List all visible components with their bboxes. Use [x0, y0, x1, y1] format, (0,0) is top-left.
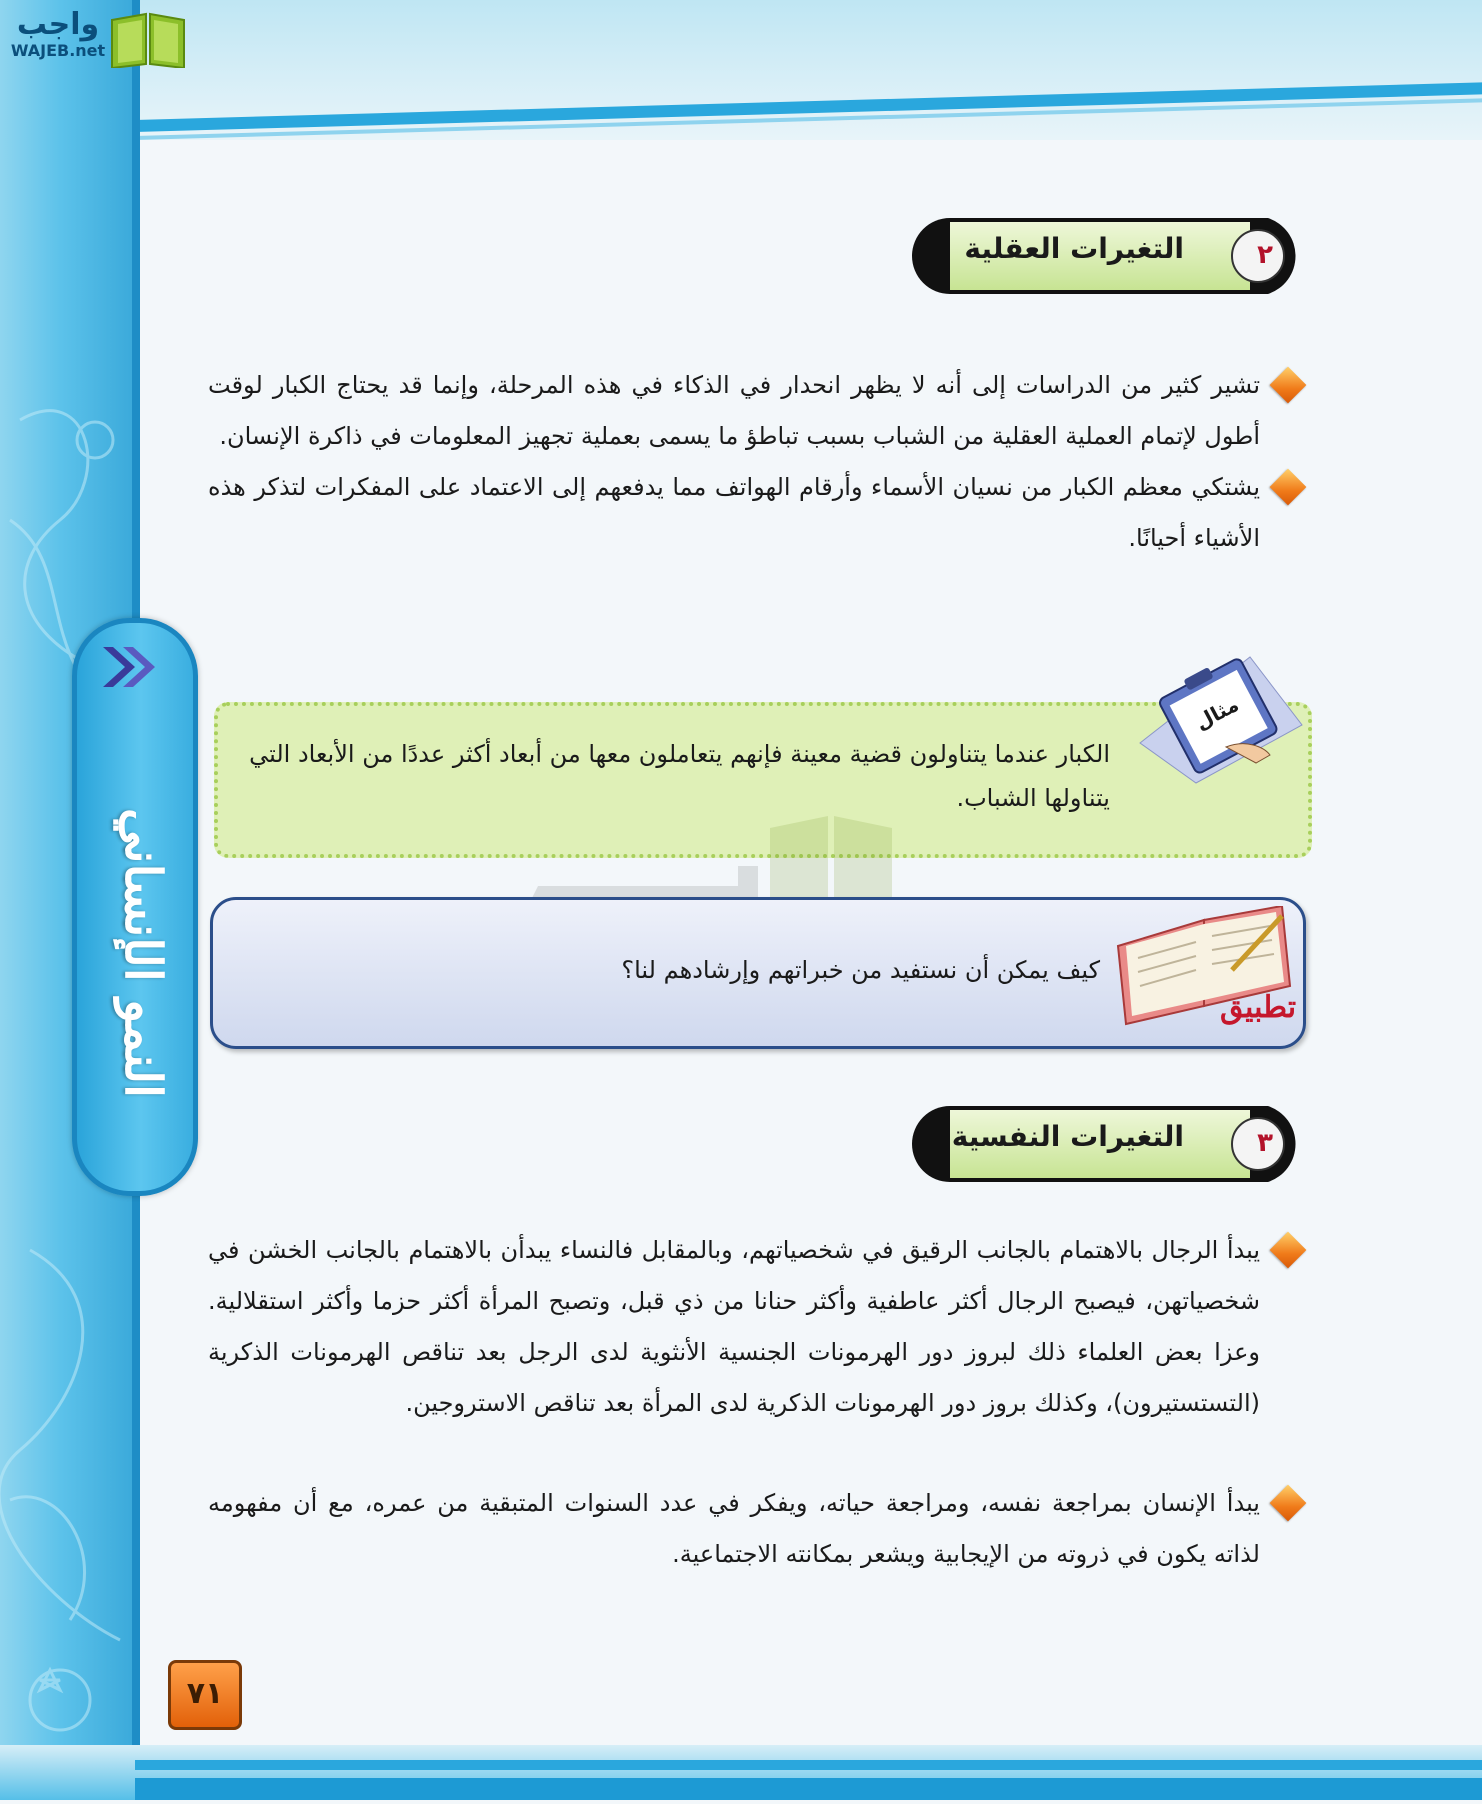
wajeb-logo[interactable] [8, 8, 190, 68]
bottom-stripe [135, 1760, 1482, 1770]
diamond-bullet-icon [1270, 469, 1307, 506]
section-2-number: ٢ [1257, 240, 1273, 270]
section-3-bullet-2: يبدأ الإنسان بمراجعة نفسه، ومراجعة حياته، ويفكر في عدد السنوات المتبقية من عمره، مع أن مفهومه لذاته يكون في ذروته من الإيجابية ويشعر بمكانته الاجتماعية. [208, 1489, 1260, 1568]
bottom-stripe-dark [135, 1778, 1482, 1800]
diamond-bullet-icon [1270, 1232, 1307, 1269]
logo-latin: WAJEB.net [10, 41, 106, 60]
chapter-tab[interactable] [72, 618, 198, 1196]
book-icon [108, 10, 188, 68]
section-2-bullet-2: يشتكي معظم الكبار من نسيان الأسماء وأرقام الهواتف مما يدفعهم إلى الاعتماد على المفكرات لتذكر هذه الأشياء أحيانًا. [208, 473, 1260, 552]
diamond-bullet-icon [1270, 1485, 1307, 1522]
application-question: كيف يمكن أن نستفيد من خبراتهم وإرشادهم لنا؟ [621, 956, 1100, 984]
section-3-bullet-1: يبدأ الرجال بالاهتمام بالجانب الرقيق في شخصياتهم، وبالمقابل فالنساء يبدأن بالاهتمام بالجانب الخشن في شخصياتهن، فيصبح الرجال أكثر عاطفية وأكثر حنانا من ذي قبل، وتصبح المرأة أكثر حزما وأكثر استقلالية. وعزا بعض العلماء ذلك لبروز دور الهرمونات الجنسية الأنثوية لدى الرجل بعد تناقص الهرمونات الذكرية (التستستيرون)، وكذلك بروز دور الهرمونات الذكرية لدى المرأة بعد تناقص الاستروجين. [208, 1236, 1260, 1417]
application-label: تطبيق [1220, 990, 1297, 1025]
section-2-bullet-1: تشير كثير من الدراسات إلى أنه لا يظهر انحدار في الذكاء في هذه المرحلة، وإنما قد يحتاج الكبار لوقت أطول لإتمام العملية العقلية من الشباب بسبب تباطؤ ما يسمى بعملية تجهيز المعلومات في ذاكرة الإنسان. [208, 371, 1260, 450]
example-label: مثال [1191, 692, 1243, 735]
logo-text [8, 8, 108, 60]
section-2-title: التغيرات العقلية [964, 232, 1184, 265]
section-3-title: التغيرات النفسية [951, 1120, 1184, 1153]
example-text: الكبار عندما يتناولون قضية معينة فإنهم يتعاملون معها من أبعاد أكثر عددًا من الأبعاد التي يتناولها الشباب. [249, 740, 1110, 812]
diamond-bullet-icon [1270, 367, 1307, 404]
section-2-header [898, 214, 1304, 298]
page-number: ٧١ [168, 1660, 242, 1730]
chapter-title: النمو الإنساني [114, 807, 173, 1099]
section-3-number: ٣ [1257, 1128, 1273, 1158]
clipboard-icon [1130, 655, 1310, 785]
section-3-header [898, 1102, 1304, 1186]
logo-arabic: واجب [16, 7, 100, 42]
double-chevron-icon [99, 643, 161, 691]
